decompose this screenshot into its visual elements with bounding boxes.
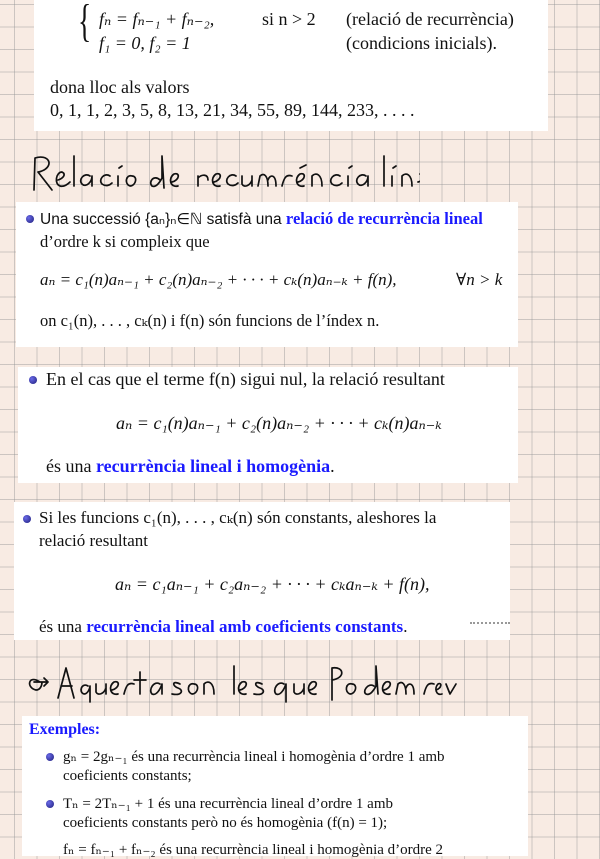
definition-line2: d’ordre k si compleix que	[40, 232, 210, 251]
bullet-icon	[46, 753, 54, 761]
case2-math: f₁ = 0, f₂ = 1	[99, 33, 191, 53]
constant-line3: és una recurrència lineal amb coeficients constants.	[39, 617, 408, 636]
fibonacci-card	[34, 0, 548, 131]
example1-line1: gₙ = 2gₙ₋₁ és una recurrència lineal i homogènia d’ordre 1 amb	[63, 749, 445, 765]
handwritten-note	[22, 660, 462, 704]
handwritten-heading	[30, 150, 420, 196]
constant-line1: Si les funcions c₁(n), . . . , cₖ(n) són constants, aleshores la	[39, 508, 437, 527]
example1-line2: coeficients constants;	[63, 768, 192, 784]
examples-title: Exemples:	[29, 721, 101, 738]
homogeneous-formula: aₙ = c₁(n)aₙ₋₁ + c₂(n)aₙ₋₂ + · · · + cₖ(n)aₙ₋ₖ	[116, 413, 442, 433]
example2-line2: coeficients constants però no és homogènia (f(n) = 1);	[63, 815, 388, 831]
definition-formula-condition: ∀n > k	[456, 270, 503, 289]
homogeneous-card	[18, 367, 518, 483]
values-intro: dona lloc als valors	[50, 77, 190, 97]
definition-line1: Una successió {aₙ}ₙ∈ℕ satisfà una relació de recurrència lineal	[40, 209, 483, 228]
left-brace: {	[78, 0, 92, 46]
term-constant-coefficients: recurrència lineal amb coeficients constants	[86, 617, 404, 636]
case1-condition: si n > 2	[262, 9, 316, 29]
case1-note: (relació de recurrència)	[346, 9, 514, 29]
term-linear-recurrence: relació de recurrència lineal	[285, 209, 483, 228]
constant-coefficients-card	[14, 502, 510, 640]
case2-note: (condicions inicials).	[346, 33, 497, 53]
definition-line3: on c₁(n), . . . , cₖ(n) i f(n) són funcions de l’índex n.	[40, 311, 380, 330]
definition-card	[16, 202, 518, 347]
constant-formula: aₙ = c₁aₙ₋₁ + c₂aₙ₋₂ + · · · + cₖaₙ₋ₖ + f(n),	[115, 574, 430, 594]
bullet-icon	[23, 515, 31, 523]
term-homogeneous: recurrència lineal i homogènia	[95, 456, 331, 476]
dotted-trail	[470, 622, 510, 624]
case1-math: fₙ = fₙ₋₁ + fₙ₋₂,	[99, 9, 215, 29]
fibonacci-values: 0, 1, 1, 2, 3, 5, 8, 13, 21, 34, 55, 89, 144, 233, . . . .	[50, 100, 415, 120]
examples-card	[22, 716, 528, 856]
bullet-icon	[26, 215, 34, 223]
constant-line2: relació resultant	[39, 531, 149, 550]
homogeneous-line2: és una recurrència lineal i homogènia.	[46, 456, 335, 476]
bullet-icon	[46, 800, 54, 808]
bullet-icon	[29, 376, 37, 384]
definition-formula: aₙ = c₁(n)aₙ₋₁ + c₂(n)aₙ₋₂ + · · · + cₖ(n)aₙ₋ₖ + f(n),	[40, 270, 397, 289]
example2-line1: Tₙ = 2Tₙ₋₁ + 1 és una recurrència lineal d’ordre 1 amb	[63, 796, 393, 812]
example3-line1: fₙ = fₙ₋₁ + fₙ₋₂ és una recurrència lineal i homogènia d’ordre 2	[63, 842, 444, 858]
homogeneous-line1: En el cas que el terme f(n) sigui nul, la relació resultant	[46, 369, 445, 389]
